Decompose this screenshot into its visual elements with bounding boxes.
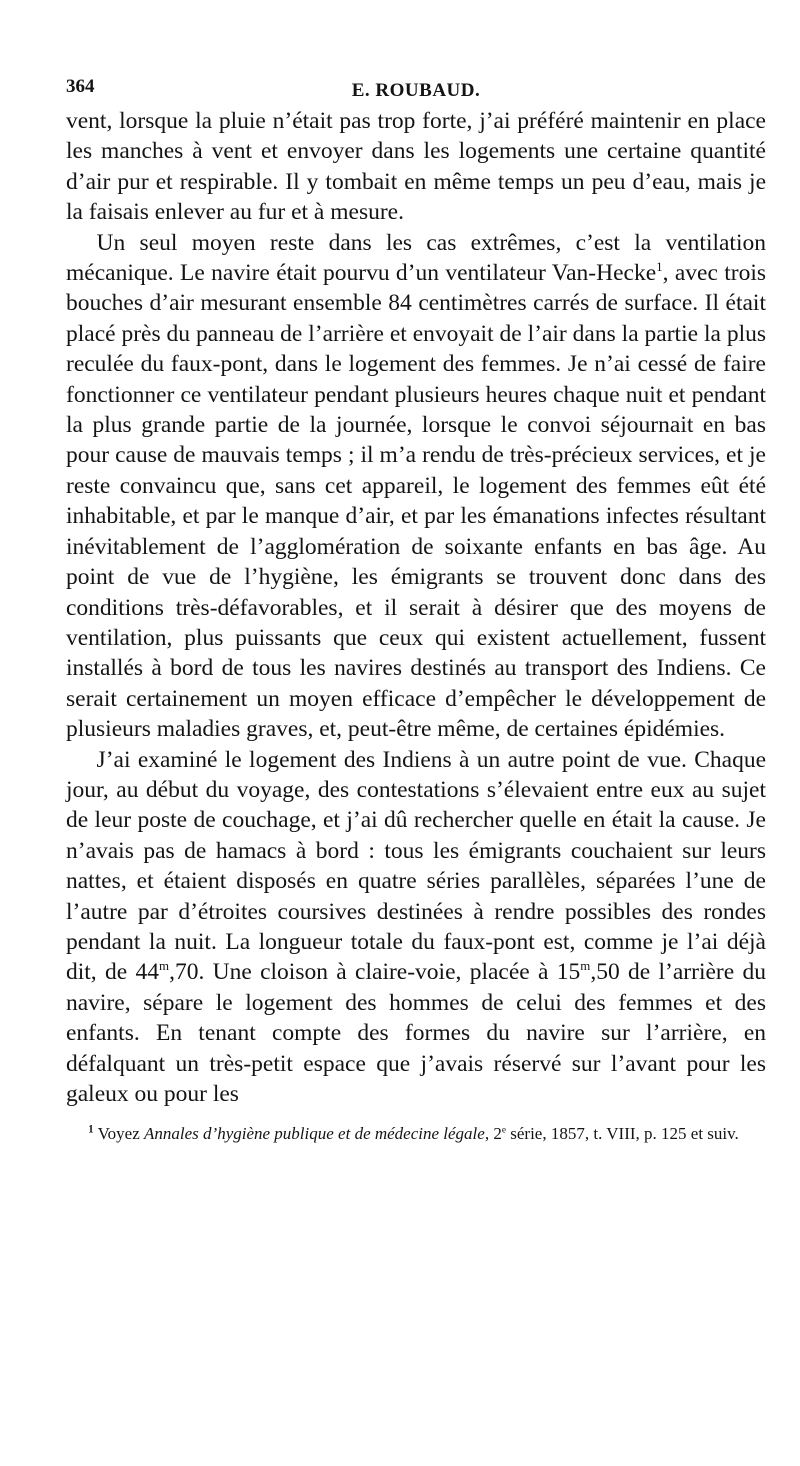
paragraph-2-text-a: Un seul moyen reste dans les cas extrêmes, c’est la ventilation mécanique. Le navire était pourvu d’un ventilateur Van-Hecke: [66, 229, 766, 287]
footnote-marker: 1: [88, 1123, 94, 1136]
paragraph-2: [66, 228, 766, 745]
footnote-rest: série, 1857, t. VIII, p. 125 et suiv.: [506, 1124, 739, 1144]
paragraph-2-text-b: , avec trois bouches d’air mesurant ensemble 84 centimètres carrés de surface. Il était placé près du panneau de l’arrière et envoyait de l’air dans la partie la plus reculée du faux-pont, dans le logement des femmes. Je n’ai cessé de faire fonctionner ce ventilateur pendant plusieurs heures chaque nuit et pendant la plus grande partie de la journée, lorsque le convoi séjournait en bas pour cause de mauvais temps ; il m’a rendu de très-précieux services, et je reste convaincu que, sans cet appareil, le logement des femmes eût été inhabitable, et par le manque d’air, et par les émanations infectes résultant inévitablement de l’agglomération de soixante enfants en bas âge. Au point de vue de l’hygiène, les émigrants se trouvent donc dans des conditions très-défavorables, et il serait à désirer que des moyens de ventilation, plus puissants que ceux qui existent actuellement, fussent installés à bord de tous les navires destinés au transport des Indiens. Ce serait certainement un moyen efficace d’empêcher le développement de plusieurs maladies graves, et, peut-être même, de certaines épidémies.: [66, 260, 767, 743]
paragraph-3-text-a: J’ai examiné le logement des Indiens à un autre point de vue. Chaque jour, au début du voyage, des contestations s’élevaient entre eux au sujet de leur poste de couchage, et j’ai dû rechercher quelle en était la cause. Je n’avais pas de hamacs à bord : tous les émigrants couchaient sur leurs nattes, et étaient disposés en quatre séries parallèles, séparées l’une de l’autre par d’étroites coursives destinées à rendre possibles des rondes pendant la nuit. La longueur totale du faux-pont est, comme je l’ai déjà dit, de 44: [66, 746, 766, 986]
page-number: 364: [66, 76, 95, 97]
running-head: [66, 72, 766, 106]
footnote: [66, 1123, 766, 1145]
footnote-reference[interactable]: 1: [656, 259, 663, 275]
document-page: [66, 72, 766, 1162]
unit-metre-2: m: [580, 958, 591, 974]
footnote-journal-title: Annales d’hygiène publique et de médecine légale: [144, 1124, 485, 1144]
unit-metre-1: m: [159, 958, 170, 974]
running-head-author: E. ROUBAUD.: [351, 80, 481, 101]
body-text: [66, 106, 766, 1109]
footnote-lead: Voyez: [97, 1124, 145, 1144]
paragraph-3: [66, 745, 766, 1110]
footnote-series-sup: e: [501, 1125, 506, 1136]
paragraph-3-text-c: ,50 de l’arrière du navire, sépare le logement des hommes de celui des femmes et des enfants. En tenant compte des formes du navire sur l’arrière, en défalquant un très-petit espace que j’avais réservé sur l’avant pour les galeux ou pour les: [66, 959, 766, 1107]
paragraph-3-text-b: ,70. Une cloison à claire-voie, placée à 15: [169, 959, 581, 986]
footnote-series: , 2: [484, 1124, 502, 1144]
paragraph-1: vent, lorsque la pluie n’était pas trop forte, j’ai préféré maintenir en place les manches à vent et envoyer dans les logements une certaine quantité d’air pur et respirable. Il y tombait en même temps un peu d’eau, mais je la faisais enlever au fur et à mesure.: [66, 108, 766, 226]
